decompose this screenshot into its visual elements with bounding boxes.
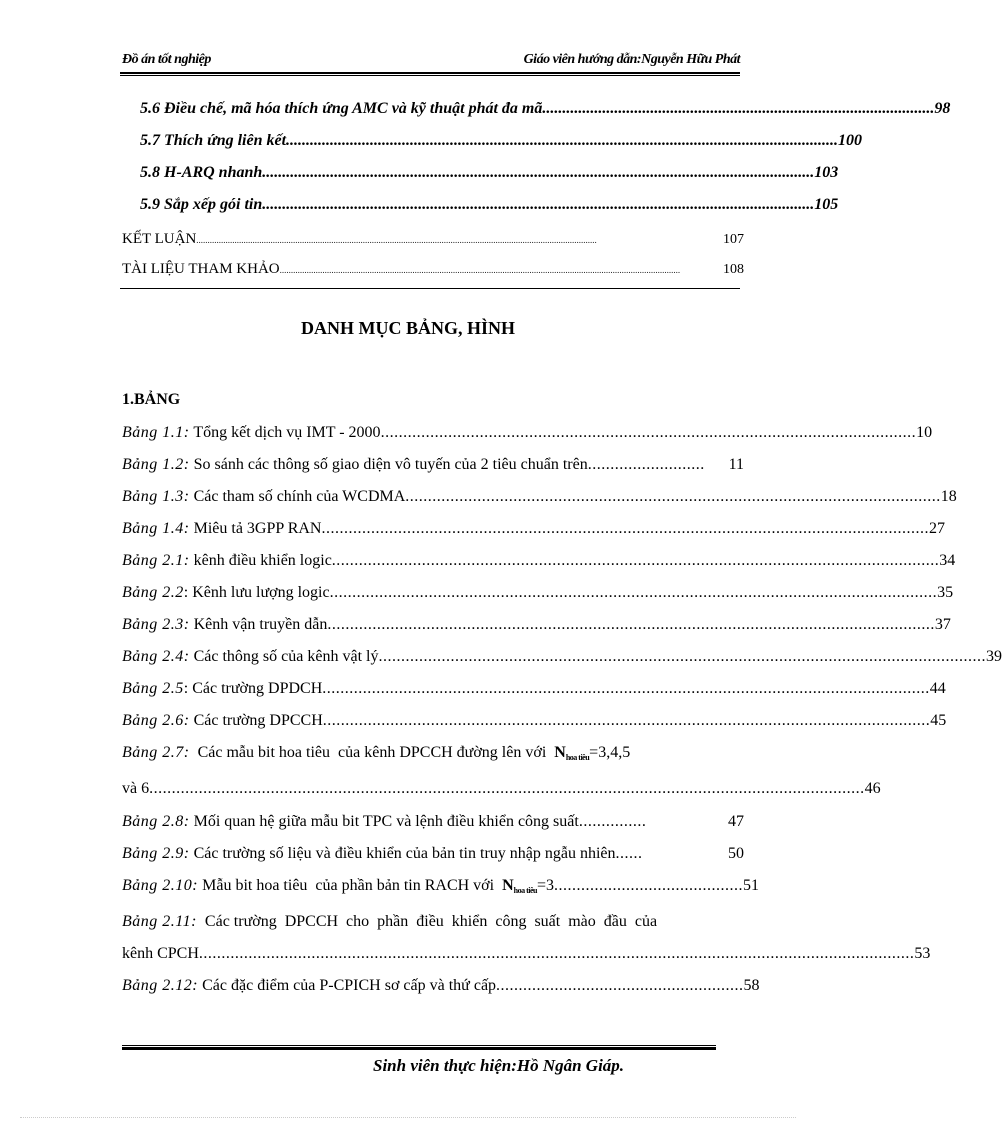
dot-leader: ....................................................................................................................... (405, 488, 941, 505)
dot-leader: ....................................................................................................................................... (322, 712, 931, 729)
list-item[interactable]: Bảng 1.3: Các tham số chính của WCDMA ....................................................................................................................... 18 (122, 488, 957, 505)
dot-leader: ....................................................................................................................................... (329, 584, 938, 601)
footer-rule (122, 1047, 716, 1050)
list-item[interactable]: Bảng 2.8: Mối quan hệ giữa mẫu bit TPC và lệnh điều khiển công suất ............... 47 (122, 813, 744, 830)
list-item[interactable]: Bảng 2.12: Các đặc điểm của P-CPICH sơ cấp và thứ cấp ....................................................... 58 (122, 977, 760, 994)
toc-entry[interactable]: 5.9 Sắp xếp gói tin .......................................................................................................................................... 105 (140, 196, 839, 213)
list-item[interactable]: Bảng 2.6: Các trường DPCCH ....................................................................................................................................... 45 (122, 712, 947, 729)
list-item[interactable]: Bảng 1.2: So sánh các thông số giao diện vô tuyến của 2 tiêu chuẩn trên .......................... 11 (122, 456, 744, 473)
header-rule (120, 72, 740, 74)
dot-leader: ....................................................................................................................... (380, 424, 917, 441)
dot-leader: ............... (578, 813, 647, 830)
toc-entry[interactable]: 5.8 H-ARQ nhanh .......................................................................................................................................... 103 (140, 164, 839, 181)
page-title: DANH MỤC BẢNG, HÌNH (301, 318, 515, 338)
dot-leader: ............................................................................................................................................................... (198, 945, 915, 962)
dot-leader: .................................................................................................................................................................................. (279, 265, 681, 275)
dot-leader: .......................................................................................................................................... (262, 164, 815, 181)
list-item[interactable]: Bảng 2.11: Các trường DPCCH cho phần điều khiển công suất mào đầu của (122, 913, 658, 930)
dot-leader: .................................................................................................. (542, 100, 935, 117)
dot-leader: ....................................................................................................................................... (331, 552, 940, 569)
dot-leader: ....................................................................................................................................... (321, 520, 929, 537)
dot-leader: ....................................................................................................................................... (322, 680, 930, 697)
dot-leader: ....................................................... (496, 977, 744, 994)
dot-leader: ....................................................................................................................................... (378, 648, 986, 665)
list-item-continued[interactable]: và 6 ............................................................................................................................................................... 46 (122, 780, 881, 797)
footer-rule-thin (122, 1045, 716, 1046)
page-footer: Sinh viên thực hiện:Hồ Ngân Giáp. (373, 1056, 625, 1075)
dot-leader: .................................................................................................................................................................................. (196, 235, 597, 245)
dot-leader: ...... (615, 845, 643, 862)
header-rule-thin (120, 75, 740, 76)
page-header (122, 52, 740, 72)
list-item[interactable]: Bảng 2.7: Các mẫu bit hoa tiêu của kênh DPCCH đường lên với Nhoa tiêu=3,4,5 (122, 744, 631, 762)
dot-leader: ....................................................................................................................................... (327, 616, 935, 633)
dot-leader: .......................................................................................................................................... (262, 196, 815, 213)
list-item[interactable]: Bảng 2.3: Kênh vận truyền dẫn ....................................................................................................................................... 37 (122, 616, 951, 633)
header-right: Giáo viên hướng dẫn:Nguyễn Hữu Phát (523, 52, 740, 67)
subsection-heading: 1.BẢNG (122, 391, 181, 408)
list-item[interactable]: Bảng 2.9: Các trường số liệu và điều khiển của bản tin truy nhập ngẫu nhiên ...... 50 (122, 845, 744, 862)
toc-entry[interactable]: KẾT LUẬN .................................................................................................................................................................................. 107 (122, 229, 744, 250)
list-item-continued[interactable]: kênh CPCH ............................................................................................................................................................... 53 (122, 945, 931, 962)
list-item[interactable]: Bảng 1.1: Tổng kết dịch vụ IMT - 2000 ....................................................................................................................... 10 (122, 424, 933, 441)
toc-entry[interactable]: 5.7 Thích ứng liên kết .......................................................................................................................................... 100 (140, 132, 863, 149)
header-left: Đồ án tốt nghiệp (122, 52, 211, 67)
toc-entry[interactable]: 5.6 Điều chế, mã hóa thích ứng AMC và kỹ thuật phát đa mã .................................................................................................. 98 (140, 100, 951, 117)
list-item[interactable]: Bảng 1.4: Miêu tả 3GPP RAN ....................................................................................................................................... 27 (122, 520, 945, 537)
page-edge (20, 1117, 796, 1118)
list-item[interactable]: Bảng 2.4: Các thông số của kênh vật lý ....................................................................................................................................... 39 (122, 648, 1002, 665)
list-item[interactable]: Bảng 2.10: Mẫu bit hoa tiêu của phần bản tin RACH với Nhoa tiêu=3 .......................................... 51 (122, 877, 760, 895)
dot-leader: ............................................................................................................................................................... (149, 780, 865, 797)
toc-rule (120, 288, 740, 289)
dot-leader: .......................... (587, 456, 705, 473)
toc-entry[interactable]: TÀI LIỆU THAM KHẢO .................................................................................................................................................................................. 108 (122, 259, 744, 280)
list-item[interactable]: Bảng 2.1: kênh điều khiển logic ....................................................................................................................................... 34 (122, 552, 956, 569)
dot-leader: .......................................... (554, 877, 744, 894)
list-item[interactable]: Bảng 2.2: Kênh lưu lượng logic ....................................................................................................................................... 35 (122, 584, 954, 601)
list-item[interactable]: Bảng 2.5: Các trường DPDCH ....................................................................................................................................... 44 (122, 680, 946, 697)
dot-leader: .......................................................................................................................................... (286, 132, 839, 149)
